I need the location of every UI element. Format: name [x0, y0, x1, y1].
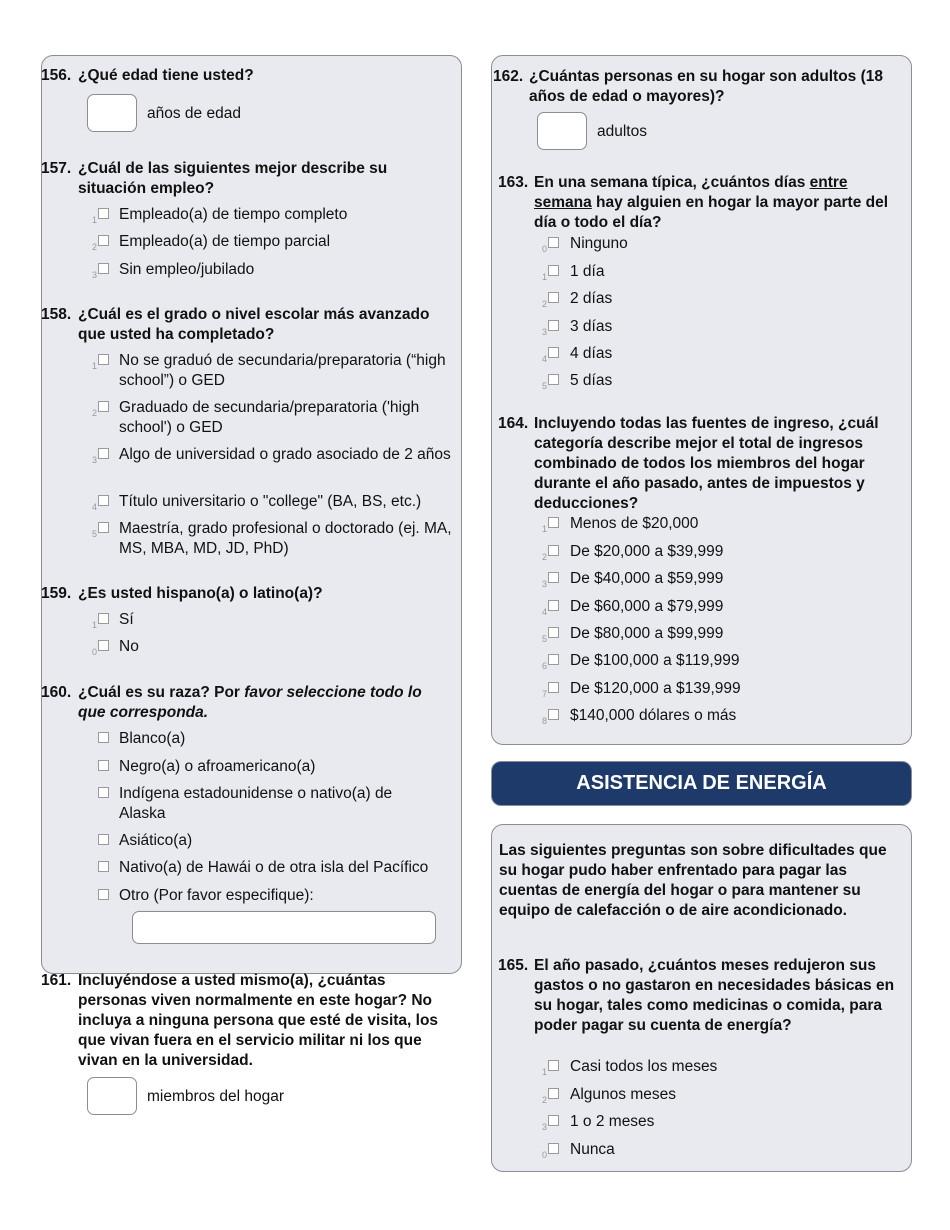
question-text: Incluyéndose a usted mismo(a), ¿cuántas personas viven normalmente en este hogar? No incluya a ninguna persona que esté de visita, los que vivan fuera en el servicio militar ni los que vivan en la universidad.: [78, 972, 439, 1069]
checkbox[interactable]: [98, 613, 109, 624]
checkbox[interactable]: [98, 263, 109, 274]
checkbox[interactable]: [548, 265, 559, 276]
other-race-input[interactable]: [132, 911, 436, 944]
question-text: Incluyendo todas las fuentes de ingreso, ¿cuál categoría describe mejor el total de ingresos combinado de todos los miembros del hogar durante el año pasado, antes de impuestos y deducciones?: [534, 415, 879, 512]
option-label: Negro(a) o afroamericano(a): [119, 758, 316, 775]
option-item[interactable]: [537, 706, 897, 726]
option-code: 1: [541, 1067, 547, 1077]
option-code: 4: [91, 502, 97, 512]
checkbox[interactable]: [98, 834, 109, 845]
question-163: [498, 173, 900, 233]
checkbox[interactable]: [548, 1143, 559, 1154]
question-number: 160.: [41, 684, 72, 701]
option-code: 0: [541, 1150, 547, 1160]
question-number: 158.: [41, 306, 72, 323]
question-number: 164.: [498, 415, 529, 432]
option-code: 8: [541, 716, 547, 726]
option-label: Nunca: [570, 1141, 615, 1158]
option-label: Sin empleo/jubilado: [119, 261, 255, 278]
checkbox[interactable]: [548, 1115, 559, 1126]
option-label: No: [119, 638, 139, 655]
checkbox[interactable]: [98, 640, 109, 651]
checkbox[interactable]: [548, 374, 559, 385]
option-item[interactable]: [87, 757, 459, 777]
option-item[interactable]: [537, 234, 897, 254]
question-164: [498, 414, 898, 514]
checkbox[interactable]: [548, 517, 559, 528]
option-item[interactable]: [537, 569, 897, 589]
option-item[interactable]: [537, 597, 897, 617]
option-item[interactable]: [537, 542, 897, 562]
option-label: Indígena estadounidense o nativo(a) de Alaska: [119, 785, 393, 822]
question-number: 157.: [41, 160, 72, 177]
option-label: Título universitario o "college" (BA, BS, etc.): [119, 493, 422, 510]
option-label: $140,000 dólares o más: [570, 707, 737, 724]
option-item[interactable]: [87, 886, 459, 906]
option-code: 0: [91, 647, 97, 657]
question-text-end: hay alguien en hogar la mayor parte del día o todo el día?: [534, 194, 889, 231]
option-label: 4 días: [570, 345, 613, 362]
checkbox[interactable]: [548, 627, 559, 638]
household-members-input[interactable]: [87, 1077, 137, 1115]
household-unit-label: miembros del hogar: [147, 1088, 284, 1105]
option-label: 1 día: [570, 263, 605, 280]
option-label: De $40,000 a $59,999: [570, 570, 724, 587]
question-text: ¿Cuál de las siguientes mejor describe su situación empleo?: [78, 160, 388, 197]
question-157: [41, 159, 451, 199]
option-item[interactable]: [537, 651, 897, 671]
adults-unit-label: adultos: [597, 123, 647, 140]
option-label: De $100,000 a $119,999: [570, 652, 740, 669]
question-text: El año pasado, ¿cuántos meses redujeron sus gastos o no gastaron en necesidades básicas en su hogar, tales como medicinas o comida, para poder pagar su cuenta de energía?: [534, 957, 895, 1034]
question-text: ¿Cuál es su raza? Por: [78, 684, 245, 701]
option-code: 1: [91, 215, 97, 225]
option-code: 3: [541, 327, 547, 337]
option-label: De $60,000 a $79,999: [570, 598, 724, 615]
checkbox[interactable]: [548, 1088, 559, 1099]
adults-input[interactable]: [537, 112, 587, 150]
checkbox[interactable]: [98, 760, 109, 771]
option-code: 1: [541, 524, 547, 534]
option-label: 5 días: [570, 372, 613, 389]
option-code: 2: [91, 242, 97, 252]
option-code: 2: [91, 408, 97, 418]
checkbox[interactable]: [98, 861, 109, 872]
option-code: 4: [541, 354, 547, 364]
option-label: Casi todos los meses: [570, 1058, 718, 1075]
checkbox[interactable]: [98, 208, 109, 219]
option-item[interactable]: [87, 784, 437, 824]
option-code: 5: [541, 381, 547, 391]
question-number: 161.: [41, 972, 72, 989]
option-code: 2: [541, 552, 547, 562]
option-item[interactable]: [87, 729, 459, 749]
option-item[interactable]: [87, 205, 447, 225]
option-item[interactable]: [87, 519, 455, 559]
option-label: Algo de universidad o grado asociado de 2 años: [119, 446, 451, 463]
option-label: Ninguno: [570, 235, 628, 252]
option-label: 3 días: [570, 318, 613, 335]
option-code: 3: [541, 1122, 547, 1132]
age-input[interactable]: [87, 94, 137, 132]
checkbox[interactable]: [98, 889, 109, 900]
option-code: 1: [91, 361, 97, 371]
option-code: 3: [91, 270, 97, 280]
checkbox[interactable]: [98, 495, 109, 506]
option-label: 1 o 2 meses: [570, 1113, 655, 1130]
question-text: ¿Es usted hispano(a) o latino(a)?: [78, 585, 323, 602]
option-code: 4: [541, 607, 547, 617]
checkbox[interactable]: [98, 354, 109, 365]
question-162: [493, 67, 903, 107]
checkbox[interactable]: [548, 237, 559, 248]
option-item[interactable]: [537, 371, 897, 391]
option-label: No se graduó de secundaria/preparatoria (“high school”) o GED: [119, 352, 446, 389]
option-label: Nativo(a) de Hawái o de otra isla del Pacífico: [119, 859, 429, 876]
age-unit-label: años de edad: [147, 105, 241, 122]
question-text: En una semana típica, ¿cuántos días: [534, 174, 810, 191]
option-item[interactable]: [537, 514, 897, 534]
option-label: 2 días: [570, 290, 613, 307]
checkbox[interactable]: [548, 320, 559, 331]
question-158: [41, 305, 431, 345]
option-label: Empleado(a) de tiempo parcial: [119, 233, 331, 250]
checkbox[interactable]: [98, 787, 109, 798]
checkbox[interactable]: [548, 545, 559, 556]
question-160: [41, 683, 441, 723]
option-label: Blanco(a): [119, 730, 186, 747]
option-item[interactable]: [87, 831, 459, 851]
option-item[interactable]: [537, 624, 897, 644]
section-title: ASISTENCIA DE ENERGÍA: [491, 761, 912, 806]
checkbox[interactable]: [98, 448, 109, 459]
option-code: 5: [91, 529, 97, 539]
checkbox[interactable]: [548, 347, 559, 358]
checkbox[interactable]: [548, 572, 559, 583]
option-label: Sí: [119, 611, 134, 628]
option-item[interactable]: [537, 344, 897, 364]
option-code: 7: [541, 689, 547, 699]
option-label: Asiático(a): [119, 832, 193, 849]
option-code: 3: [91, 455, 97, 465]
option-item[interactable]: [87, 492, 461, 512]
option-code: 3: [541, 579, 547, 589]
option-code: 2: [541, 299, 547, 309]
checkbox[interactable]: [98, 522, 109, 533]
option-label: Algunos meses: [570, 1086, 676, 1103]
question-text: ¿Cuál es el grado o nivel escolar más avanzado que usted ha completado?: [78, 306, 430, 343]
option-label: De $120,000 a $139,999: [570, 680, 741, 697]
checkbox[interactable]: [548, 709, 559, 720]
option-label: De $80,000 a $99,999: [570, 625, 724, 642]
option-item[interactable]: [537, 1085, 897, 1105]
option-item[interactable]: [87, 637, 447, 657]
option-item[interactable]: [87, 445, 455, 465]
option-label: Empleado(a) de tiempo completo: [119, 206, 348, 223]
question-number: 159.: [41, 585, 72, 602]
option-code: 2: [541, 1095, 547, 1105]
question-number: 162.: [493, 68, 524, 85]
checkbox[interactable]: [548, 682, 559, 693]
question-number: 163.: [498, 174, 529, 191]
option-item[interactable]: [87, 610, 447, 630]
question-number: 165.: [498, 957, 529, 974]
option-item[interactable]: [537, 1057, 897, 1077]
option-label: Graduado de secundaria/preparatoria ('high school') o GED: [119, 399, 420, 436]
option-code: 0: [541, 244, 547, 254]
option-item[interactable]: [537, 679, 897, 699]
question-161: [41, 971, 449, 1071]
option-code: 5: [541, 634, 547, 644]
checkbox[interactable]: [548, 600, 559, 611]
option-code: 6: [541, 661, 547, 671]
checkbox[interactable]: [98, 401, 109, 412]
option-label: Maestría, grado profesional o doctorado (ej. MA, MS, MBA, MD, JD, PhD): [119, 520, 452, 557]
option-item[interactable]: [87, 858, 461, 878]
question-text: ¿Cuántas personas en su hogar son adultos (18 años de edad o mayores)?: [529, 68, 883, 105]
option-item[interactable]: [537, 1140, 897, 1160]
question-number: 156.: [41, 67, 72, 84]
checkbox[interactable]: [548, 1060, 559, 1071]
option-item[interactable]: [87, 398, 455, 438]
question-159: [41, 584, 451, 604]
checkbox[interactable]: [98, 235, 109, 246]
option-item[interactable]: [537, 317, 897, 337]
option-item[interactable]: [537, 1112, 897, 1132]
option-label: Menos de $20,000: [570, 515, 699, 532]
question-emphasis: entre semana: [534, 174, 848, 211]
option-item[interactable]: [87, 260, 447, 280]
question-instruction: favor seleccione todo lo que corresponda.: [78, 684, 422, 721]
question-156: [41, 66, 451, 86]
option-item[interactable]: [87, 351, 455, 391]
checkbox[interactable]: [548, 292, 559, 303]
option-item[interactable]: [537, 262, 897, 282]
option-label: Otro (Por favor especifique):: [119, 887, 314, 904]
option-code: 1: [91, 620, 97, 630]
option-item[interactable]: [537, 289, 897, 309]
option-code: 1: [541, 272, 547, 282]
option-label: De $20,000 a $39,999: [570, 543, 724, 560]
checkbox[interactable]: [548, 654, 559, 665]
checkbox[interactable]: [98, 732, 109, 743]
question-text: ¿Qué edad tiene usted?: [78, 67, 254, 84]
option-item[interactable]: [87, 232, 447, 252]
question-165: [498, 956, 904, 1036]
section-intro: Las siguientes preguntas son sobre dificultades que su hogar pudo haber enfrentado para pagar las cuentas de energía del hogar o para mantener su equipo de calefacción o de aire acondicionado.: [499, 842, 887, 919]
